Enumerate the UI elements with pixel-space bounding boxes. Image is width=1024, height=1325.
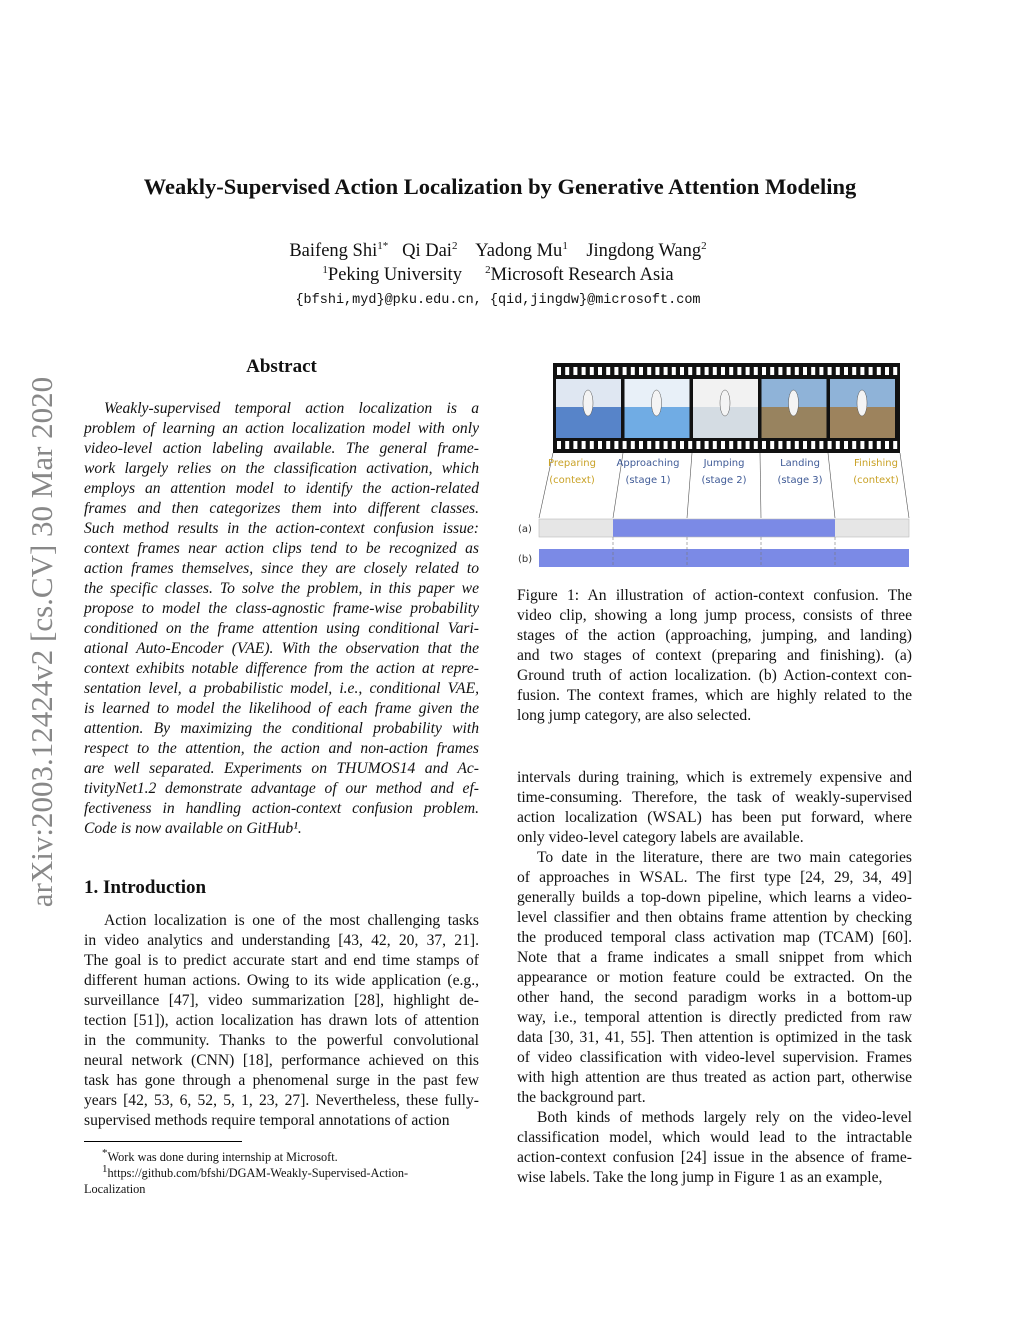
film-sprocket bbox=[729, 441, 733, 449]
text-line: and two stages of context (preparing and finishing). (a) bbox=[517, 647, 912, 664]
film-sprocket bbox=[639, 367, 643, 375]
text-line: context exhibits notable difference from the action at repre- bbox=[84, 660, 479, 677]
text-line: other hand, the second paradigm works in a bottom-up bbox=[517, 989, 912, 1006]
film-sprocket bbox=[762, 441, 766, 449]
stage-divider bbox=[760, 453, 761, 518]
text-line: wise labels. Take the long jump in Figure 1 as an example, bbox=[517, 1169, 883, 1186]
film-sprocket bbox=[688, 441, 692, 449]
film-sprocket bbox=[647, 367, 651, 375]
ground-truth-segment bbox=[539, 519, 613, 537]
text-line: the specific classes. To solve the problem, in this paper we bbox=[84, 580, 479, 597]
text-line: tivityNet1.2 demonstrate advantage of our method and ef- bbox=[84, 780, 479, 797]
text-line: Such method results in the action-context confusion issue: bbox=[84, 520, 479, 537]
film-sprocket bbox=[787, 367, 791, 375]
film-sprocket bbox=[713, 367, 717, 375]
film-sprocket bbox=[721, 441, 725, 449]
film-sprocket bbox=[582, 367, 586, 375]
text-line: Figure 1: An illustration of action-context confusion. The bbox=[517, 587, 912, 604]
affiliation: $^1$Peking University bbox=[322, 264, 463, 286]
author: Yadong Mu$^1$ bbox=[475, 240, 568, 262]
text-line: employs an attention model to identify the action-related bbox=[84, 480, 479, 497]
text-line: long jump category, are also selected. bbox=[517, 707, 752, 724]
film-sprocket bbox=[819, 441, 823, 449]
author: Qi Dai$^2$ bbox=[402, 240, 458, 262]
film-sprocket bbox=[844, 367, 848, 375]
film-sprocket bbox=[885, 441, 889, 449]
film-sprocket bbox=[598, 367, 602, 375]
text-line: data [30, 31, 41, 55]. Then attention is optimized in the task bbox=[517, 1029, 912, 1046]
athlete-figure bbox=[652, 390, 662, 416]
film-sprocket bbox=[770, 367, 774, 375]
affiliations bbox=[0, 264, 996, 286]
footnote: *Work was done during internship at Microsoft. bbox=[102, 1147, 338, 1165]
text-line: years [42, 53, 6, 52, 5, 1, 23, 27]. Nevertheless, these fully- bbox=[84, 1092, 479, 1109]
film-sprocket bbox=[664, 367, 668, 375]
ground-truth-segment bbox=[613, 519, 687, 537]
film-sprocket bbox=[869, 441, 873, 449]
film-sprocket bbox=[688, 367, 692, 375]
text-line: intervals during training, which is extremely expensive and bbox=[517, 769, 912, 786]
film-sprocket bbox=[631, 367, 635, 375]
film-sprocket bbox=[803, 367, 807, 375]
film-sprocket bbox=[623, 367, 627, 375]
text-line: in video analytics and understanding [43, 42, 20, 37, 21]. bbox=[84, 932, 479, 949]
stage-divider bbox=[828, 453, 835, 518]
abstract-body bbox=[84, 399, 479, 839]
film-sprocket bbox=[860, 367, 864, 375]
film-sprocket bbox=[852, 441, 856, 449]
film-sprocket bbox=[754, 367, 758, 375]
text-line: Ground truth of action localization. (b) Action-context con- bbox=[517, 667, 912, 684]
stage-label: Landing bbox=[780, 458, 820, 469]
text-line: the produced temporal class activation map (TCAM) [60]. bbox=[517, 929, 912, 946]
text-line: tection [51]), action localization has drawn lots of attention bbox=[84, 1012, 479, 1029]
film-sprocket bbox=[696, 441, 700, 449]
film-sprocket bbox=[672, 367, 676, 375]
stage-label: Finishing bbox=[854, 458, 898, 469]
text-line: problem of learning an action localization model with only bbox=[84, 420, 479, 437]
text-line: fusion. The context frames, which are highly related to the bbox=[517, 687, 912, 704]
text-line: are well separated. Experiments on THUMOS14 and Ac- bbox=[84, 760, 479, 777]
affiliation: $^2$Microsoft Research Asia bbox=[485, 264, 674, 286]
film-sprocket bbox=[811, 441, 815, 449]
footnote-rule bbox=[84, 1141, 242, 1142]
stage-divider bbox=[900, 453, 909, 518]
film-sprocket bbox=[836, 367, 840, 375]
text-line: Code is now available on GitHub¹. bbox=[84, 820, 302, 837]
film-sprocket bbox=[680, 367, 684, 375]
film-sprocket bbox=[828, 367, 832, 375]
text-line: stages of the action (approaching, jumping, and landing) bbox=[517, 627, 912, 644]
text-line: video-level action labeling available. The general frame- bbox=[84, 440, 479, 457]
film-sprocket bbox=[778, 367, 782, 375]
film-sprocket bbox=[885, 367, 889, 375]
film-sprocket bbox=[746, 441, 750, 449]
text-line: time-consuming. Therefore, the task of weakly-supervised bbox=[517, 789, 912, 806]
film-sprocket bbox=[614, 441, 618, 449]
text-line: action localization (WSAL) has been put forward, where bbox=[517, 809, 912, 826]
film-sprocket bbox=[877, 441, 881, 449]
paper-title: Weakly-Supervised Action Localization by Generative Attention Modeling bbox=[143, 174, 857, 199]
athlete-figure bbox=[583, 390, 593, 416]
stage-label: Jumping bbox=[703, 458, 745, 469]
row-b-label: (b) bbox=[518, 554, 533, 565]
stage-sublabel: (stage 3) bbox=[777, 475, 823, 486]
film-sprocket bbox=[672, 441, 676, 449]
text-line: Action localization is one of the most challenging tasks bbox=[104, 912, 479, 929]
film-sprocket bbox=[647, 441, 651, 449]
text-line: neural network (CNN) [18], performance achieved on this bbox=[84, 1052, 479, 1069]
text-line: of video classification with video-level supervision. Frames bbox=[517, 1049, 912, 1066]
film-sprocket bbox=[631, 441, 635, 449]
text-line: frames and then categorizes them into different classes. bbox=[84, 500, 479, 517]
text-line: work largely relies on the classification activation, which bbox=[84, 460, 479, 477]
film-sprocket bbox=[860, 441, 864, 449]
film-sprocket bbox=[705, 441, 709, 449]
text-line: supervised methods require temporal annotations of action bbox=[84, 1112, 450, 1129]
film-sprocket bbox=[795, 441, 799, 449]
ground-truth-segment bbox=[687, 519, 761, 537]
film-sprocket bbox=[852, 367, 856, 375]
text-line: classification model, which would lead to the intractable bbox=[517, 1129, 912, 1146]
film-sprocket bbox=[737, 367, 741, 375]
film-sprocket bbox=[729, 367, 733, 375]
stage-sublabel: (stage 1) bbox=[625, 475, 671, 486]
film-sprocket bbox=[754, 441, 758, 449]
film-sprocket bbox=[565, 367, 569, 375]
text-line: action-context confusion [24] issue in the absence of frame- bbox=[517, 1149, 912, 1166]
stage-label: Approaching bbox=[616, 458, 680, 469]
text-line: Note that a frame indicates a small snippet from which bbox=[517, 949, 912, 966]
section-heading-introduction: 1. Introduction bbox=[84, 877, 207, 898]
film-sprocket bbox=[877, 367, 881, 375]
text-line: surveillance [47], video summarization [28], highlight de- bbox=[84, 992, 479, 1009]
text-line: generally builds a top-down pipeline, which learns a video- bbox=[517, 889, 912, 906]
stage-sublabel: (context) bbox=[549, 475, 595, 486]
film-sprocket bbox=[655, 441, 659, 449]
film-sprocket bbox=[606, 367, 610, 375]
film-sprocket bbox=[705, 367, 709, 375]
text-line: in the community. Thanks to the powerful convolutional bbox=[84, 1032, 479, 1049]
film-sprocket bbox=[598, 441, 602, 449]
arxiv-identifier: arXiv:2003.12424v2 [cs.CV] 30 Mar 2020 bbox=[24, 376, 59, 908]
author-emails: {bfshi,myd}@pku.edu.cn, {qid,jingdw}@microsoft.com bbox=[295, 293, 701, 308]
film-sprocket bbox=[573, 441, 577, 449]
film-sprocket bbox=[623, 441, 627, 449]
athlete-figure bbox=[857, 390, 867, 416]
prediction-segment bbox=[835, 549, 909, 567]
text-line: task has gone through a phenomenal surge in the past few bbox=[84, 1072, 479, 1089]
text-line: only video-level category labels are available. bbox=[517, 829, 804, 846]
film-sprocket bbox=[828, 441, 832, 449]
athlete-figure bbox=[789, 390, 799, 416]
athlete-figure bbox=[720, 390, 730, 416]
film-sprocket bbox=[713, 441, 717, 449]
film-sprocket bbox=[762, 367, 766, 375]
prediction-segment bbox=[539, 549, 613, 567]
figure-caption bbox=[517, 586, 912, 726]
stage-label: Preparing bbox=[548, 458, 596, 469]
text-line: different human actions. Owing to its wide application (e.g., bbox=[84, 972, 479, 989]
film-sprocket bbox=[557, 441, 561, 449]
film-sprocket bbox=[778, 441, 782, 449]
stage-sublabel: (stage 2) bbox=[701, 475, 747, 486]
author: Baifeng Shi$^{1*}$ bbox=[289, 240, 389, 262]
text-line: of approaches in WSAL. The first type [24, 29, 34, 49] bbox=[517, 869, 912, 886]
film-sprocket bbox=[746, 367, 750, 375]
film-sprocket bbox=[737, 441, 741, 449]
author-list bbox=[0, 240, 996, 262]
text-line: Both kinds of methods largely rely on the video-level bbox=[537, 1109, 912, 1126]
text-line: appearance or motion feature could be extracted. On the bbox=[517, 969, 912, 986]
text-line: attention. By maximizing the conditional probability with bbox=[84, 720, 479, 737]
text-line: video clip, showing a long jump process, consists of three bbox=[517, 607, 912, 624]
text-line: Weakly-supervised temporal action localization is a bbox=[104, 400, 479, 417]
film-sprocket bbox=[590, 441, 594, 449]
film-sprocket bbox=[893, 367, 897, 375]
text-line: level classifier and then obtains frame attention by checking bbox=[517, 909, 912, 926]
film-sprocket bbox=[582, 441, 586, 449]
film-sprocket bbox=[770, 441, 774, 449]
film-sprocket bbox=[664, 441, 668, 449]
text-line: To date in the literature, there are two main categories bbox=[537, 849, 912, 866]
prediction-segment bbox=[761, 549, 835, 567]
film-sprocket bbox=[893, 441, 897, 449]
text-line: is learned to model the likelihood of each frame given the bbox=[84, 700, 479, 717]
text-line: the background part. bbox=[517, 1089, 646, 1106]
film-sprocket bbox=[844, 441, 848, 449]
film-sprocket bbox=[819, 367, 823, 375]
film-sprocket bbox=[787, 441, 791, 449]
film-sprocket bbox=[811, 367, 815, 375]
film-sprocket bbox=[606, 441, 610, 449]
text-line: ational Auto-Encoder (VAE). With the observation that the bbox=[84, 640, 479, 657]
introduction-body bbox=[84, 911, 479, 1131]
author: Jingdong Wang$^2$ bbox=[586, 240, 707, 262]
right-column-body bbox=[517, 768, 912, 1188]
text-line: sentation level, a probabilistic model, i.e., conditional VAE, bbox=[84, 680, 479, 697]
prediction-segment bbox=[687, 549, 761, 567]
stage-divider bbox=[687, 453, 692, 518]
text-line: context frames near action clips tend to be recognized as bbox=[84, 540, 479, 557]
figure-1 bbox=[510, 355, 920, 575]
stage-sublabel: (context) bbox=[853, 475, 899, 486]
abstract-heading: Abstract bbox=[246, 356, 317, 377]
film-sprocket bbox=[565, 441, 569, 449]
text-line: fectiveness in handling action-context confusion problem. bbox=[84, 800, 479, 817]
row-a-label: (a) bbox=[518, 524, 532, 535]
text-line: action frames themselves, since they are closely related to bbox=[84, 560, 479, 577]
text-line: propose to model the class-agnostic frame-wise probability bbox=[84, 600, 479, 617]
film-sprocket bbox=[590, 367, 594, 375]
film-sprocket bbox=[721, 367, 725, 375]
film-sprocket bbox=[696, 367, 700, 375]
film-sprocket bbox=[655, 367, 659, 375]
film-sprocket bbox=[795, 367, 799, 375]
film-sprocket bbox=[573, 367, 577, 375]
ground-truth-segment bbox=[835, 519, 909, 537]
film-sprocket bbox=[639, 441, 643, 449]
film-sprocket bbox=[557, 367, 561, 375]
film-sprocket bbox=[803, 441, 807, 449]
film-sprocket bbox=[869, 367, 873, 375]
ground-truth-segment bbox=[761, 519, 835, 537]
text-line: respect to the attention, the action and non-action frames bbox=[84, 740, 479, 757]
film-sprocket bbox=[614, 367, 618, 375]
film-sprocket bbox=[680, 441, 684, 449]
text-line: with high attention are thus treated as action part, otherwise bbox=[517, 1069, 912, 1086]
film-sprocket bbox=[836, 441, 840, 449]
text-line: The goal is to predict accurate start and end time stamps of bbox=[84, 952, 479, 969]
text-line: conditioned on the frame attention using conditional Vari- bbox=[84, 620, 479, 637]
footnote-github-link[interactable]: $^1$https://github.com/bfshi/DGAM-Weakly-Supervised-Action-Localization bbox=[84, 1163, 409, 1197]
prediction-segment bbox=[613, 549, 687, 567]
text-line: way, i.e., temporal attention is directly predicted from raw bbox=[517, 1009, 912, 1026]
